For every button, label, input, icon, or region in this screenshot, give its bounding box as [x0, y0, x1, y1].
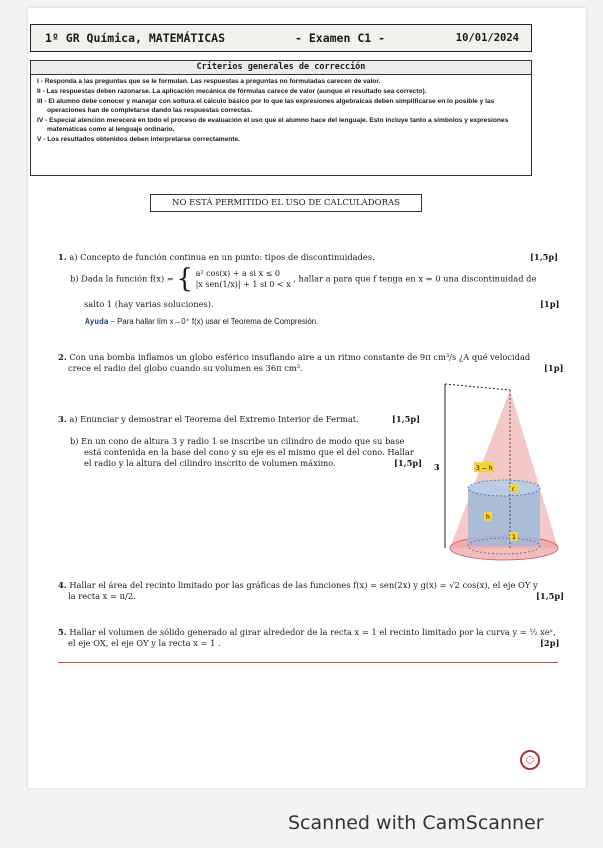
label-one: 1 — [512, 534, 516, 541]
question-text: b) En un cono de altura 3 y radio 1 se inscribe un cilindro de modo que su base — [70, 436, 405, 446]
question-2 — [58, 352, 568, 374]
question-text: la recta x = π/2. — [68, 591, 136, 601]
criteria-item: I - Responda a las preguntas que se le formulan. Las respuestas a preguntas no formuladas carecen de valor. — [37, 78, 381, 85]
question-text: el eje OX, el eje OY y la recta x = 1 . — [68, 638, 221, 648]
cylinder-body — [468, 488, 540, 546]
header-subject: 1º GR Química, MATEMÁTICAS — [45, 31, 226, 45]
exam-header — [30, 24, 532, 52]
brace-icon: { — [176, 264, 193, 294]
points: [1,5p] — [394, 458, 423, 468]
seal-icon — [520, 750, 540, 770]
piecewise-case: |x sen(1/x)| + 1 si 0 < x — [195, 280, 291, 289]
points: [1p] — [540, 299, 560, 309]
criteria-item: V - Los resultados obtenidos deben interpretarse correctamente. — [37, 135, 240, 143]
divider — [58, 662, 558, 663]
criteria-item: IV - Especial atención merecerá en todo el proceso de evaluación el uso que el alumno hace del lenguaje. Esto incluye tanto a símbolos y expresiones matemáticas como al lenguaje ordinario. — [37, 117, 509, 133]
criteria-list — [31, 78, 531, 145]
criteria-box — [30, 60, 532, 176]
question-number: 4. — [58, 580, 67, 590]
criteria-item: III - El alumno debe conocer y manejar con soltura el cálculo básico por lo que las expresiones algebraicas deben simplificarse en lo posible y las operaciones han de completarse dando las respuestas correctas. — [37, 98, 495, 114]
apex-dashed-line — [445, 384, 510, 390]
question-1b-line2: salto 1 (hay varias soluciones). — [84, 299, 214, 309]
header-exam: - Examen C1 - — [295, 31, 386, 45]
points: [1,5p] — [530, 252, 559, 262]
piecewise-case: a² cos(x) + a si x ≤ 0 — [195, 269, 280, 278]
question-text: crece el radio del globo cuando su volumen es 36π cm³. — [68, 363, 303, 373]
question-3b — [70, 436, 423, 469]
label-r: r — [512, 486, 515, 493]
camscanner-watermark: Scanned with CamScanner — [288, 812, 544, 834]
piecewise-cases — [196, 268, 291, 290]
question-number: 2. — [58, 352, 67, 362]
hint — [85, 317, 318, 326]
label-three-minus-h: 3 − h — [476, 465, 493, 472]
question-4 — [58, 580, 568, 602]
criteria-item: II - Las respuestas deben razonarse. La aplicación mecánica de fórmulas carece de valor (aunque el resultado sea correcto). — [37, 88, 427, 96]
question-5 — [58, 627, 568, 649]
question-text: Hallar el área del recinto limitado por las gráficas de las funciones f(x) = sen(2x) y g(x) = √2 cos(x), el eje OY y — [69, 580, 538, 590]
question-1a — [58, 252, 375, 263]
hint-text: – Para hallar lím x→0⁺ f(x) usar el Teorema de Compresión. — [110, 317, 319, 326]
points: [1,5p] — [536, 591, 565, 601]
criteria-title: Criterios generales de corrección — [31, 61, 531, 75]
cone-cylinder-figure — [420, 380, 570, 570]
question-text: b) Dada la función f(x) = — [70, 273, 174, 284]
question-number: 3. — [58, 414, 67, 424]
no-calculator-notice: NO ESTÁ PERMITIDO EL USO DE CALCULADORAS — [150, 194, 422, 212]
question-number: 5. — [58, 627, 67, 637]
question-text: a) Enunciar y demostrar el Teorema del Extremo Interior de Fermat. — [69, 414, 359, 424]
question-text: , hallar a para que f tenga en x = 0 una discontinuidad de — [293, 273, 537, 284]
label-h: h — [486, 514, 490, 521]
question-text: Con una bomba inflamos un globo esférico insuflando aire a un ritmo constante de 9π cm³/s ¿A qué velocidad — [69, 352, 531, 362]
question-text: a) Concepto de función continua en un punto: tipos de discontinuidades. — [69, 252, 375, 262]
header-date: 10/01/2024 — [455, 32, 519, 44]
question-3a — [58, 414, 359, 425]
question-number: 1. — [58, 252, 67, 262]
question-text: está contenida en la base del cono y su eje es el mismo que el del cono. Hallar — [84, 447, 414, 457]
question-text: Hallar el volumen de sólido generado al girar alrededor de la recta x = 1 el recinto limitado por la curva y = ½ xeˣ, — [69, 627, 556, 637]
points: [1p] — [544, 363, 564, 373]
points: [2p] — [540, 638, 560, 648]
question-1b — [70, 264, 560, 294]
points: [1,5p] — [392, 414, 421, 424]
label-height: 3 — [434, 462, 440, 472]
hint-label: Ayuda — [85, 317, 109, 326]
cylinder-top — [468, 480, 540, 496]
question-text: el radio y la altura del cilindro inscrito de volumen máximo. — [84, 458, 336, 468]
